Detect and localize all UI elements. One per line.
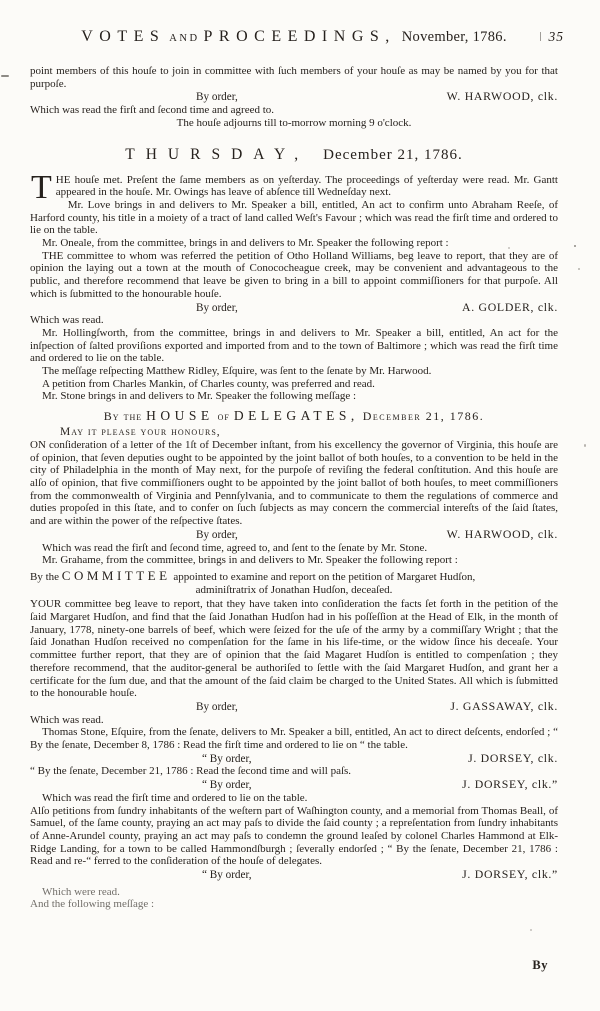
by-order-line	[30, 528, 558, 542]
committee-heading-line2: adminiſtratrix of Jonathan Hudſon, deceaſed.	[195, 583, 393, 596]
journal-title-proceedings: PROCEEDINGS,	[203, 28, 396, 45]
paragraph-text: HE houſe met. Preſent the ſame members as on yeſterday. The proceedings of yeſterday were read. Mr. Gantt appeared in the houſe. Mr. Owings has leave of abſence till Wedneſday next.	[55, 173, 558, 199]
paragraph: Which was read the firſt time and ordered to lie on the table.	[42, 791, 308, 804]
ink-speck	[584, 444, 586, 447]
delegates-message-heading	[30, 407, 558, 425]
petitions-paragraph: Alſo petitions from ſundry inhabitants of the weſtern part of Waſhington county, and a memorial from Thomas Beall, of Samuel, of the ſame county, praying an act may paſs to divide the ſaid county ; a repreſentation from ſundry inhabitants of Anne-Arundel county, praying an act may paſs to condemn the ground leaſed by colonel Charles Hammond at Elk-Ridge Landing, for a town to be called Hammondſburgh ; ſeverally endorſed ; “ By the ſenate, December 21, 1786 : Read and re-“ ferred to the conſideration of the houſe of delegates.	[30, 804, 558, 868]
senate-endorsement-line: “ By the ſenate, December 21, 1786 : Read the ſecond time and will paſs.	[30, 765, 352, 778]
by-order-label: By order,	[196, 700, 238, 713]
journal-title-votes: VOTES	[81, 28, 166, 45]
paragraph: Mr. Hollingſworth, from the committee, brings in and delivers to Mr. Speaker a bill, entitled, An act for the inſpection of ſalted proviſions exported and imported from and to the town of Baltimore ; which was read the firſt time and ordered to lie on the table.	[30, 326, 558, 365]
journal-title-date: November, 1786.	[401, 29, 507, 45]
ink-speck	[578, 268, 580, 270]
paragraph: Which was read the firſt and ſecond time, agreed to, and ſent to the ſenate by Mr. Stone.	[42, 541, 428, 554]
by-order-label: “ By order,	[202, 779, 252, 792]
drop-cap: T	[31, 168, 52, 206]
heading-committee: COMMITTEE	[61, 567, 171, 583]
ink-speck	[540, 32, 541, 41]
ink-speck	[508, 247, 510, 249]
ink-speck	[1, 75, 9, 77]
journal-title-and: AND	[169, 33, 200, 44]
honours-salutation: May it please your honours,	[60, 426, 221, 439]
by-order-line	[30, 752, 558, 766]
paragraph-dropcap	[30, 168, 558, 206]
by-order-line	[30, 700, 558, 714]
clerk-signature: J. DORSEY, clk.	[468, 750, 558, 765]
clerk-signature: J. DORSEY, clk.”	[462, 867, 558, 882]
catchword: By	[532, 958, 548, 972]
heading-house: HOUSE	[146, 408, 214, 424]
paragraph: Thomas Stone, Eſquire, from the ſenate, delivers to Mr. Speaker a bill, entitled, An act to direct deſcents, endorſed ; “ By the ſenate, December 8, 1786 : Read the firſt time and ordered to lie on “ the table.	[30, 726, 558, 752]
clerk-signature: W. HARWOOD, clk.	[446, 89, 558, 104]
paragraph: And the following meſſage :	[30, 898, 155, 911]
heading-date: December 21, 1786.	[362, 409, 485, 424]
by-order-line	[30, 90, 558, 104]
heading-of: of	[217, 409, 230, 424]
day-heading-date: December 21, 1786.	[323, 146, 463, 163]
committee-report-body: YOUR committee beg leave to report, that they have taken into conſideration the facts ſet forth in the petition of the ſaid Margaret Hudſon, and find that the ſaid Jonathan Hudſon had in his poſſeſſion at the Head of Elk, in the month of January, 1778, ninety-one barrels of beef, which were ſeized for the uſe of the army by a commiſſary Wright ; that the ſaid Jonathan Hudſon received no compenſation for the ſame in his life-time, or the widow ſince his deceaſe. Your committee further report, that they are of opinion that the ſaid Magaret Hudſon is entitled to compenſation ; they therefore recommend, that the auditor-general be authoriſed to ſettle with the ſaid Margaret Hudſon, and grant her a certificate for the ſum due, and that the amount of the ſaid claim be charged to the United States. All which is ſubmitted to the honourable houſe.	[30, 598, 558, 700]
committee-report-paragraph: THE committee to whom was referred the petition of Otho Holland Williams, beg leave to report, that they are of opinion the laying out a town at the mouth of Conococheague creek, may be convenient and advantageous to the public, and therefore recommend that leave be given to bring in a bill to appoint commiſſioners for that purpoſe. All which is ſubmitted to the honourable houſe.	[30, 249, 558, 300]
by-order-label: “ By order,	[202, 869, 252, 882]
paragraph-continuation: point members of this houſe to join in committee with ſuch members of your houſe as may be named by you for that purpoſe.	[30, 65, 558, 90]
paragraph: A petition from Charles Mankin, of Charles county, was preferred and read.	[42, 377, 375, 390]
heading-by-the: By the	[103, 409, 143, 424]
paragraph: Mr. Stone brings in and delivers to Mr. Speaker the following meſſage :	[42, 390, 357, 403]
paragraph: Mr. Love brings in and delivers to Mr. Speaker a bill, entitled, An act to confirm unto Abraham Reeſe, of Harford county, his title in a moiety of a tract of land called Weſt's Favour ; which was read the firſt time and ordered to lie on the table.	[30, 198, 558, 237]
clerk-signature: J. DORSEY, clk.”	[462, 777, 558, 792]
clerk-signature: J. GASSAWAY, clk.	[450, 698, 558, 713]
heading-by-the: By the	[30, 570, 60, 583]
paragraph: Which was read.	[30, 713, 104, 726]
by-order-line	[30, 778, 558, 792]
heading-delegates: DELEGATES,	[233, 408, 359, 424]
day-heading-word: THURSDAY,	[125, 145, 310, 163]
running-head	[30, 28, 564, 46]
paragraph: Which were read.	[42, 885, 120, 898]
delegates-message-body: ON conſideration of a letter of the 1ſt of December inſtant, from his excellency the governor of Virginia, this houſe are of opinion, that ſeven deputies ought to be appointed by the joint ballot of both houſes, to a convention to be held in the city of Philadelphia in the month of May next, for the purpoſe of reviſing the federal conſtitution. And this houſe are alſo of opinion, that five commiſſioners ought to be appointed by the joint ballot of both houſes, to meet commiſſioners from the commonwealth of Virginia and Pennſylvania, and to communicate to them the regulations of commerce and duties propoſed in this ſtate, and to confer on ſuch ſubjects as may concern the commercial intereſts of the ſaid ſtates, and are within the power of the reſpective ſtates.	[30, 438, 558, 528]
adjournment-line: The houſe adjourns till to-morrow morning 9 o'clock.	[176, 116, 412, 129]
by-order-line	[30, 868, 558, 882]
by-order-label: By order,	[196, 528, 238, 541]
ink-speck	[574, 245, 576, 247]
by-order-label: “ By order,	[202, 752, 252, 765]
by-order-label: By order,	[196, 301, 238, 314]
committee-report-heading	[30, 567, 558, 596]
page-content	[30, 28, 564, 911]
clerk-signature: W. HARWOOD, clk.	[446, 526, 558, 541]
paragraph: Which was read.	[30, 314, 104, 327]
ink-speck	[530, 929, 532, 931]
committee-heading-line1	[30, 567, 558, 584]
page-number: 35	[548, 29, 564, 44]
clerk-signature: A. GOLDER, clk.	[461, 299, 558, 314]
paragraph: Mr. Oneale, from the committee, brings in and delivers to Mr. Speaker the following report :	[42, 237, 449, 250]
paragraph: The meſſage reſpecting Matthew Ridley, Eſquire, was ſent to the ſenate by Mr. Harwood.	[42, 365, 432, 378]
by-order-label: By order,	[196, 91, 238, 104]
by-order-line	[30, 301, 558, 315]
day-heading	[30, 146, 558, 164]
paragraph: Mr. Grahame, from the committee, brings in and delivers to Mr. Speaker the following report :	[42, 554, 458, 567]
paragraph: Which was read the firſt and ſecond time and agreed to.	[30, 104, 275, 117]
heading-appointed: appointed to examine and report on the petition of Margaret Hudſon,	[173, 570, 476, 583]
